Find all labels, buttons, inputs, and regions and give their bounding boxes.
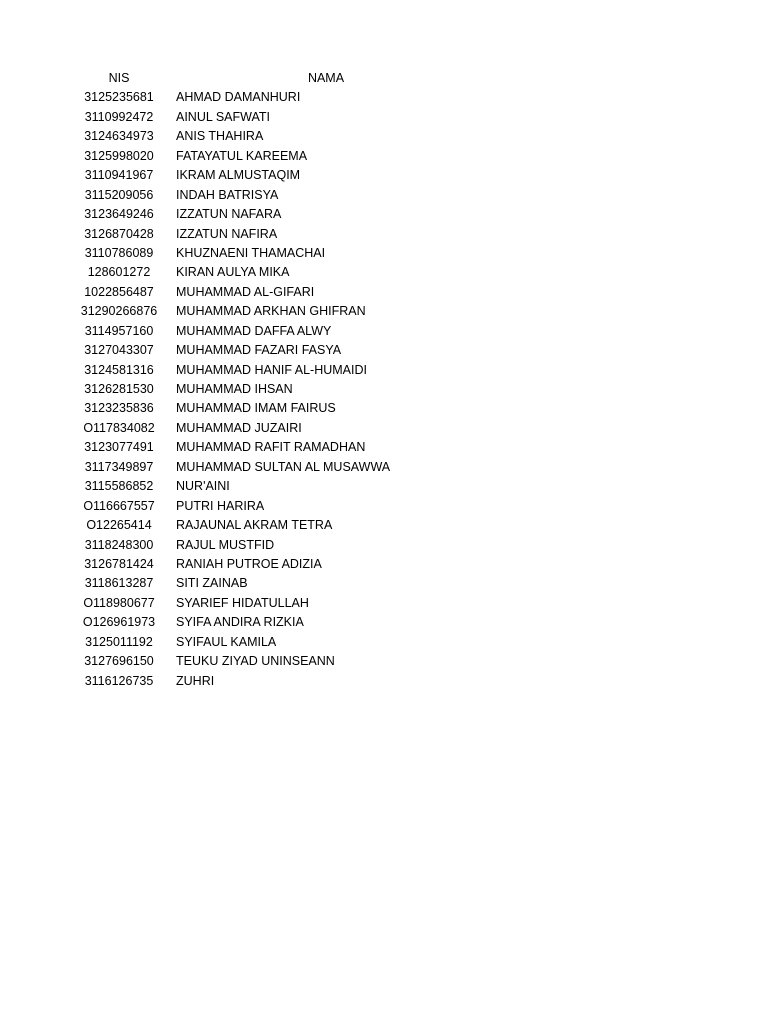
header-nama: NAMA xyxy=(307,71,345,85)
cell-nis: 3118613287 xyxy=(84,576,154,591)
table-row xyxy=(0,594,768,613)
cell-nis: 3115586852 xyxy=(84,479,154,494)
cell-nis: O12265414 xyxy=(86,518,152,533)
cell-nis: 3124581316 xyxy=(84,362,154,377)
cell-nis: 3110992472 xyxy=(84,109,154,124)
table-row xyxy=(0,438,768,457)
cell-nama: AHMAD DAMANHURI xyxy=(176,90,301,105)
cell-nis: 3124634973 xyxy=(84,129,154,144)
cell-nis: 3110941967 xyxy=(84,168,154,183)
header-nis: NIS xyxy=(108,71,130,85)
table-row xyxy=(0,205,768,224)
table-row xyxy=(0,341,768,360)
table-row xyxy=(0,127,768,146)
cell-nis: 3125998020 xyxy=(84,148,154,163)
cell-nama: IZZATUN NAFIRA xyxy=(176,226,278,241)
cell-nis: 3123235836 xyxy=(84,401,154,416)
table-row xyxy=(0,88,768,107)
table-header-row xyxy=(0,69,768,88)
table-row xyxy=(0,108,768,127)
cell-nama: IZZATUN NAFARA xyxy=(176,207,282,222)
table-row xyxy=(0,613,768,632)
cell-nama: MUHAMMAD FAZARI FASYA xyxy=(176,343,342,358)
cell-nama: SITI ZAINAB xyxy=(176,576,248,591)
cell-nama: FATAYATUL KAREEMA xyxy=(176,148,308,163)
cell-nis: 3118248300 xyxy=(84,537,154,552)
cell-nis: 3126870428 xyxy=(84,226,154,241)
table-row xyxy=(0,672,768,691)
cell-nis: 31290266876 xyxy=(80,304,158,319)
table-row xyxy=(0,166,768,185)
table-row xyxy=(0,536,768,555)
cell-nis: 3127043307 xyxy=(84,343,154,358)
table-row xyxy=(0,147,768,166)
cell-nis: 3127696150 xyxy=(84,654,154,669)
table-row xyxy=(0,555,768,574)
table-row xyxy=(0,399,768,418)
cell-nama: SYIFAUL KAMILA xyxy=(176,634,277,649)
table-row xyxy=(0,225,768,244)
table-body xyxy=(0,88,768,691)
cell-nama: SYIFA ANDIRA RIZKIA xyxy=(176,615,304,630)
cell-nama: MUHAMMAD IHSAN xyxy=(176,382,293,396)
cell-nis: 3126281530 xyxy=(84,382,154,396)
cell-nis: O118980677 xyxy=(83,595,155,610)
table-row xyxy=(0,283,768,302)
cell-nis: 3117349897 xyxy=(84,459,154,474)
cell-nama: MUHAMMAD JUZAIRI xyxy=(176,420,302,435)
cell-nama: PUTRI HARIRA xyxy=(176,498,265,513)
cell-nama: RAJUL MUSTFID xyxy=(176,537,275,552)
cell-nis: 3114957160 xyxy=(84,323,154,338)
cell-nis: 1022856487 xyxy=(84,284,154,299)
cell-nama: MUHAMMAD SULTAN AL MUSAWWA xyxy=(176,459,391,474)
cell-nama: RAJAUNAL AKRAM TETRA xyxy=(176,518,333,533)
table-row xyxy=(0,186,768,205)
cell-nis: O116667557 xyxy=(83,498,155,513)
cell-nama: IKRAM ALMUSTAQIM xyxy=(176,168,301,183)
table-row xyxy=(0,244,768,263)
table-row xyxy=(0,497,768,516)
table-row xyxy=(0,322,768,341)
cell-nis: 3125011192 xyxy=(85,634,153,649)
cell-nama: KHUZNAENI THAMACHAI xyxy=(176,245,326,260)
table-row xyxy=(0,516,768,535)
cell-nis: 128601272 xyxy=(87,265,151,280)
cell-nama: MUHAMMAD IMAM FAIRUS xyxy=(176,401,336,416)
table-row xyxy=(0,574,768,593)
cell-nama: MUHAMMAD HANIF AL-HUMAIDI xyxy=(176,362,367,377)
table-row xyxy=(0,633,768,652)
cell-nama: KIRAN AULYA MIKA xyxy=(176,265,290,280)
cell-nama: TEUKU ZIYAD UNINSEANN xyxy=(176,654,335,669)
table-row xyxy=(0,361,768,380)
table-row xyxy=(0,263,768,282)
cell-nama: MUHAMMAD AL-GIFARI xyxy=(176,284,315,299)
cell-nama: MUHAMMAD RAFIT RAMADHAN xyxy=(176,440,366,455)
table-row xyxy=(0,302,768,321)
cell-nis: 3125235681 xyxy=(84,90,154,105)
table-row xyxy=(0,458,768,477)
table-row xyxy=(0,652,768,671)
table-row xyxy=(0,477,768,496)
cell-nis: 3123077491 xyxy=(84,440,154,455)
cell-nama: AINUL SAFWATI xyxy=(176,109,270,124)
table-row xyxy=(0,419,768,438)
cell-nis: 3110786089 xyxy=(84,245,154,260)
cell-nis: 3123649246 xyxy=(84,207,154,222)
cell-nis: O126961973 xyxy=(82,615,156,630)
cell-nama: ANIS THAHIRA xyxy=(176,129,264,144)
cell-nis: O117834082 xyxy=(83,420,155,435)
cell-nama: NUR'AINI xyxy=(176,479,230,494)
cell-nis: 3115209056 xyxy=(84,187,154,202)
cell-nama: RANIAH PUTROE ADIZIA xyxy=(176,556,322,571)
cell-nama: MUHAMMAD DAFFA ALWY xyxy=(176,323,332,338)
cell-nis: 3126781424 xyxy=(84,556,154,571)
cell-nama: INDAH BATRISYA xyxy=(176,187,279,202)
student-list-sheet xyxy=(0,69,768,691)
cell-nama: MUHAMMAD ARKHAN GHIFRAN xyxy=(176,304,366,319)
cell-nama: SYARIEF HIDATULLAH xyxy=(176,595,309,610)
cell-nis: 3116126735 xyxy=(84,673,154,688)
cell-nama: ZUHRI xyxy=(176,673,215,688)
table-row xyxy=(0,380,768,399)
